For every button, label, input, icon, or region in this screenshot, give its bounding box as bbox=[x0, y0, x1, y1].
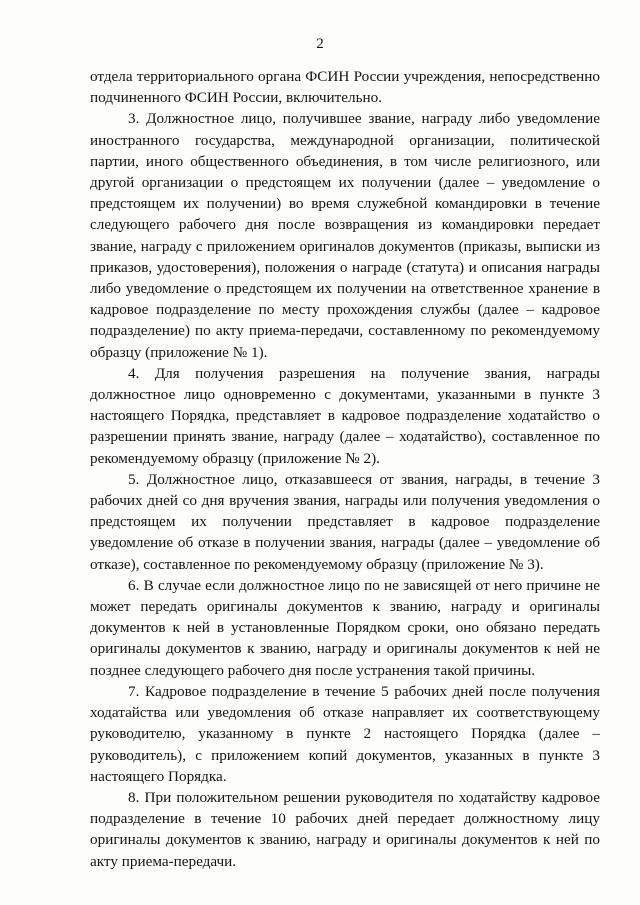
paragraph-item-4: 4. Для получения разрешения на получение звания, награды должностное лицо одновременно с документами, указанными в пункте 3 настоящего Порядка, представляет в кадровое подразделение ходатайство о разрешении принять звание, награду (далее – ходатайство), составленное по рекомендуемому образцу (приложение № 2). bbox=[90, 364, 600, 467]
paragraph-item-8: 8. При положительном решении руководителя по ходатайству кадровое подразделение в течение 10 рабочих дней передает должностному лицу оригиналы документов к званию, награду и оригиналы документов к ней по акту приема-передачи. bbox=[90, 788, 600, 870]
paragraph-item-7: 7. Кадровое подразделение в течение 5 рабочих дней после получения ходатайства или уведомления об отказе направляет их соответствующему руководителю, указанному в пункте 2 настоящего Порядка (далее – руководитель), с приложением копий документов, указанных в пункте 3 настоящего Порядка. bbox=[90, 682, 600, 785]
paragraph-continuation: отдела территориального органа ФСИН России учреждения, непосредственно подчиненного ФСИН России, включительно. bbox=[90, 68, 600, 107]
page-number: 2 bbox=[316, 36, 324, 52]
paragraph-item-5: 5. Должностное лицо, отказавшееся от звания, награды, в течение 3 рабочих дней со дня вручения звания, награды или получения уведомления о предстоящем их получении представляет в кадровое подразделение уведомление об отказе в получении звания, награды (далее – уведомление об отказе), составленное по рекомендуемому образцу (приложение № 3). bbox=[90, 470, 600, 573]
paragraph-item-3: 3. Должностное лицо, получившее звание, награду либо уведомление иностранного государства, международной организации, политической партии, иного общественного объединения, в том числе религиозного, или другой организации о предстоящем их получении (далее – уведомление о предстоящем их получении) во время служебной командировки в течение следующего рабочего дня после возвращения из командировки передает звание, награду с приложением оригиналов документов (приказы, выписки из приказов, удостоверения), положения о награде (статута) и описания награды либо уведомление о предстоящем их получении на ответственное хранение в кадровое подразделение по месту прохождения службы (далее – кадровое подразделение) по акту приема-передачи, составленному по рекомендуемому образцу (приложение № 1). bbox=[90, 110, 600, 361]
paragraph-item-6: 6. В случае если должностное лицо по не зависящей от него причине не может передать оригиналы документов к званию, награду и оригиналы документов к ней в установленные Порядком сроки, оно обязано передать оригиналы документов к званию, награду и оригиналы документов к ней не позднее следующего рабочего дня после устранения такой причины. bbox=[90, 576, 600, 679]
document-body bbox=[90, 66, 600, 872]
